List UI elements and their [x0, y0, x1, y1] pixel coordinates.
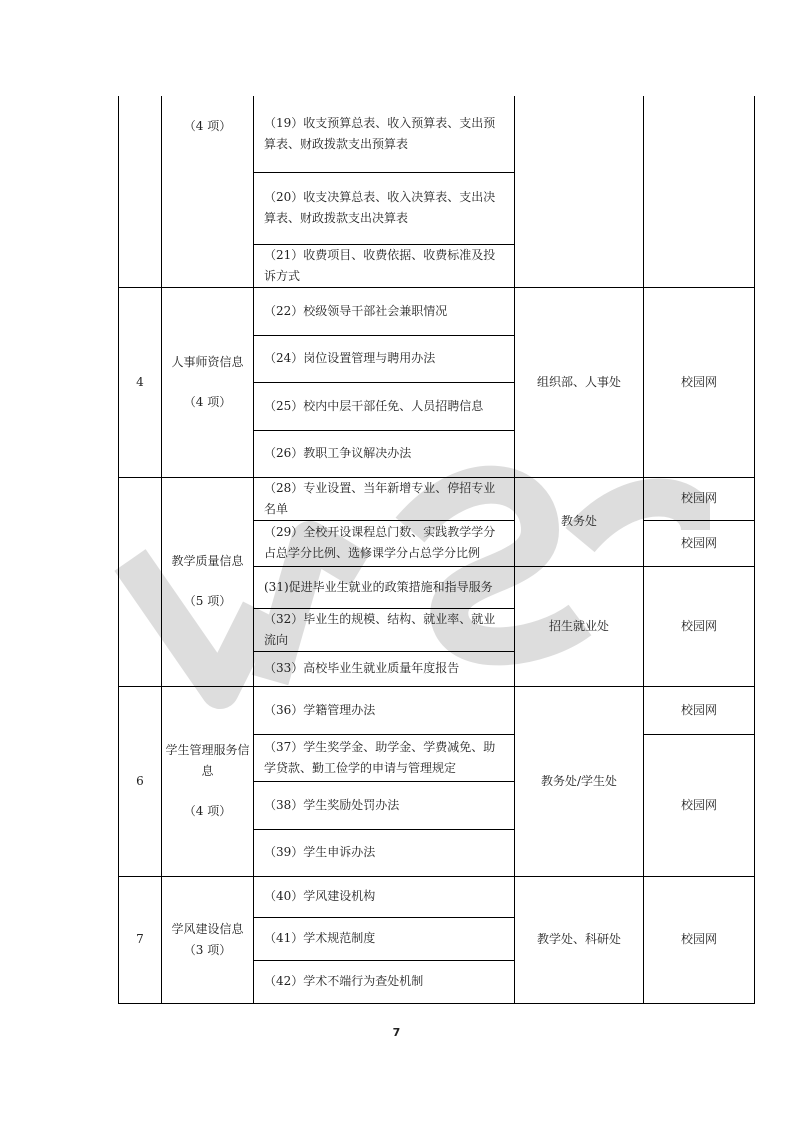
item-cell: （40）学风建设机构 — [254, 876, 515, 917]
item-cell: （29）全校开设课程总门数、实践教学学分占总学分比例、选修课学分占总学分比例 — [254, 520, 515, 566]
category-cell — [162, 287, 254, 477]
category-name: 学风建设信息 — [171, 921, 244, 936]
item-cell: （19）收支预算总表、收入预算表、支出预算表、财政拨款支出预算表 — [254, 96, 515, 172]
item-cell: （37）学生奖学金、助学金、学费减免、助学贷款、勤工俭学的申请与管理规定 — [254, 734, 515, 781]
disclosure-table — [118, 96, 755, 1004]
item-cell: （32）毕业生的规模、结构、就业率、就业流向 — [254, 608, 515, 651]
item-cell: (31)促进毕业生就业的政策措施和指导服务 — [254, 566, 515, 608]
channel-cell — [644, 96, 755, 287]
department-cell: 招生就业处 — [515, 566, 644, 686]
category-name: 教学质量信息 — [171, 554, 244, 568]
department-cell: 组织部、人事处 — [515, 287, 644, 477]
item-cell: （28）专业设置、当年新增专业、停招专业名单 — [254, 477, 515, 520]
category-cell — [162, 477, 254, 686]
item-cell: （38）学生奖励处罚办法 — [254, 781, 515, 829]
item-cell: （26）教职工争议解决办法 — [254, 430, 515, 477]
item-cell: （22）校级领导干部社会兼职情况 — [254, 287, 515, 335]
item-cell: （39）学生申诉办法 — [254, 829, 515, 876]
row-number — [119, 477, 162, 686]
item-cell: （42）学术不端行为查处机制 — [254, 960, 515, 1003]
item-cell: （33）高校毕业生就业质量年度报告 — [254, 651, 515, 686]
category-count: （3 项） — [183, 942, 232, 957]
channel-cell: 校园网 — [644, 566, 755, 686]
category-count: （5 项） — [183, 594, 232, 608]
row-number: 4 — [119, 287, 162, 477]
row-number: 6 — [119, 686, 162, 876]
channel-cell: 校园网 — [644, 686, 755, 734]
category-name: 学生管理服务信息 — [165, 743, 250, 778]
item-cell: （41）学术规范制度 — [254, 917, 515, 960]
department-cell: 教务处 — [515, 477, 644, 566]
category-count: （4 项） — [183, 394, 232, 409]
channel-cell: 校园网 — [644, 287, 755, 477]
department-cell: 教务处/学生处 — [515, 686, 644, 876]
department-cell — [515, 96, 644, 287]
category-count: （4 项） — [183, 119, 232, 133]
category-name: 人事师资信息 — [171, 354, 244, 369]
item-cell: （36）学籍管理办法 — [254, 686, 515, 734]
page-number: 7 — [392, 1026, 401, 1039]
category-cell — [162, 96, 254, 287]
category-cell — [162, 876, 254, 1003]
row-number — [119, 96, 162, 287]
department-cell: 教学处、科研处 — [515, 876, 644, 1003]
category-cell — [162, 686, 254, 876]
row-number: 7 — [119, 876, 162, 1003]
channel-cell: 校园网 — [644, 477, 755, 520]
item-cell: （25）校内中层干部任免、人员招聘信息 — [254, 382, 515, 430]
item-cell: （21）收费项目、收费依据、收费标准及投诉方式 — [254, 244, 515, 287]
channel-cell: 校园网 — [644, 734, 755, 876]
channel-cell: 校园网 — [644, 876, 755, 1003]
category-count: （4 项） — [183, 804, 232, 818]
item-cell: （24）岗位设置管理与聘用办法 — [254, 335, 515, 382]
item-cell: （20）收支决算总表、收入决算表、支出决算表、财政拨款支出决算表 — [254, 172, 515, 244]
channel-cell: 校园网 — [644, 520, 755, 566]
